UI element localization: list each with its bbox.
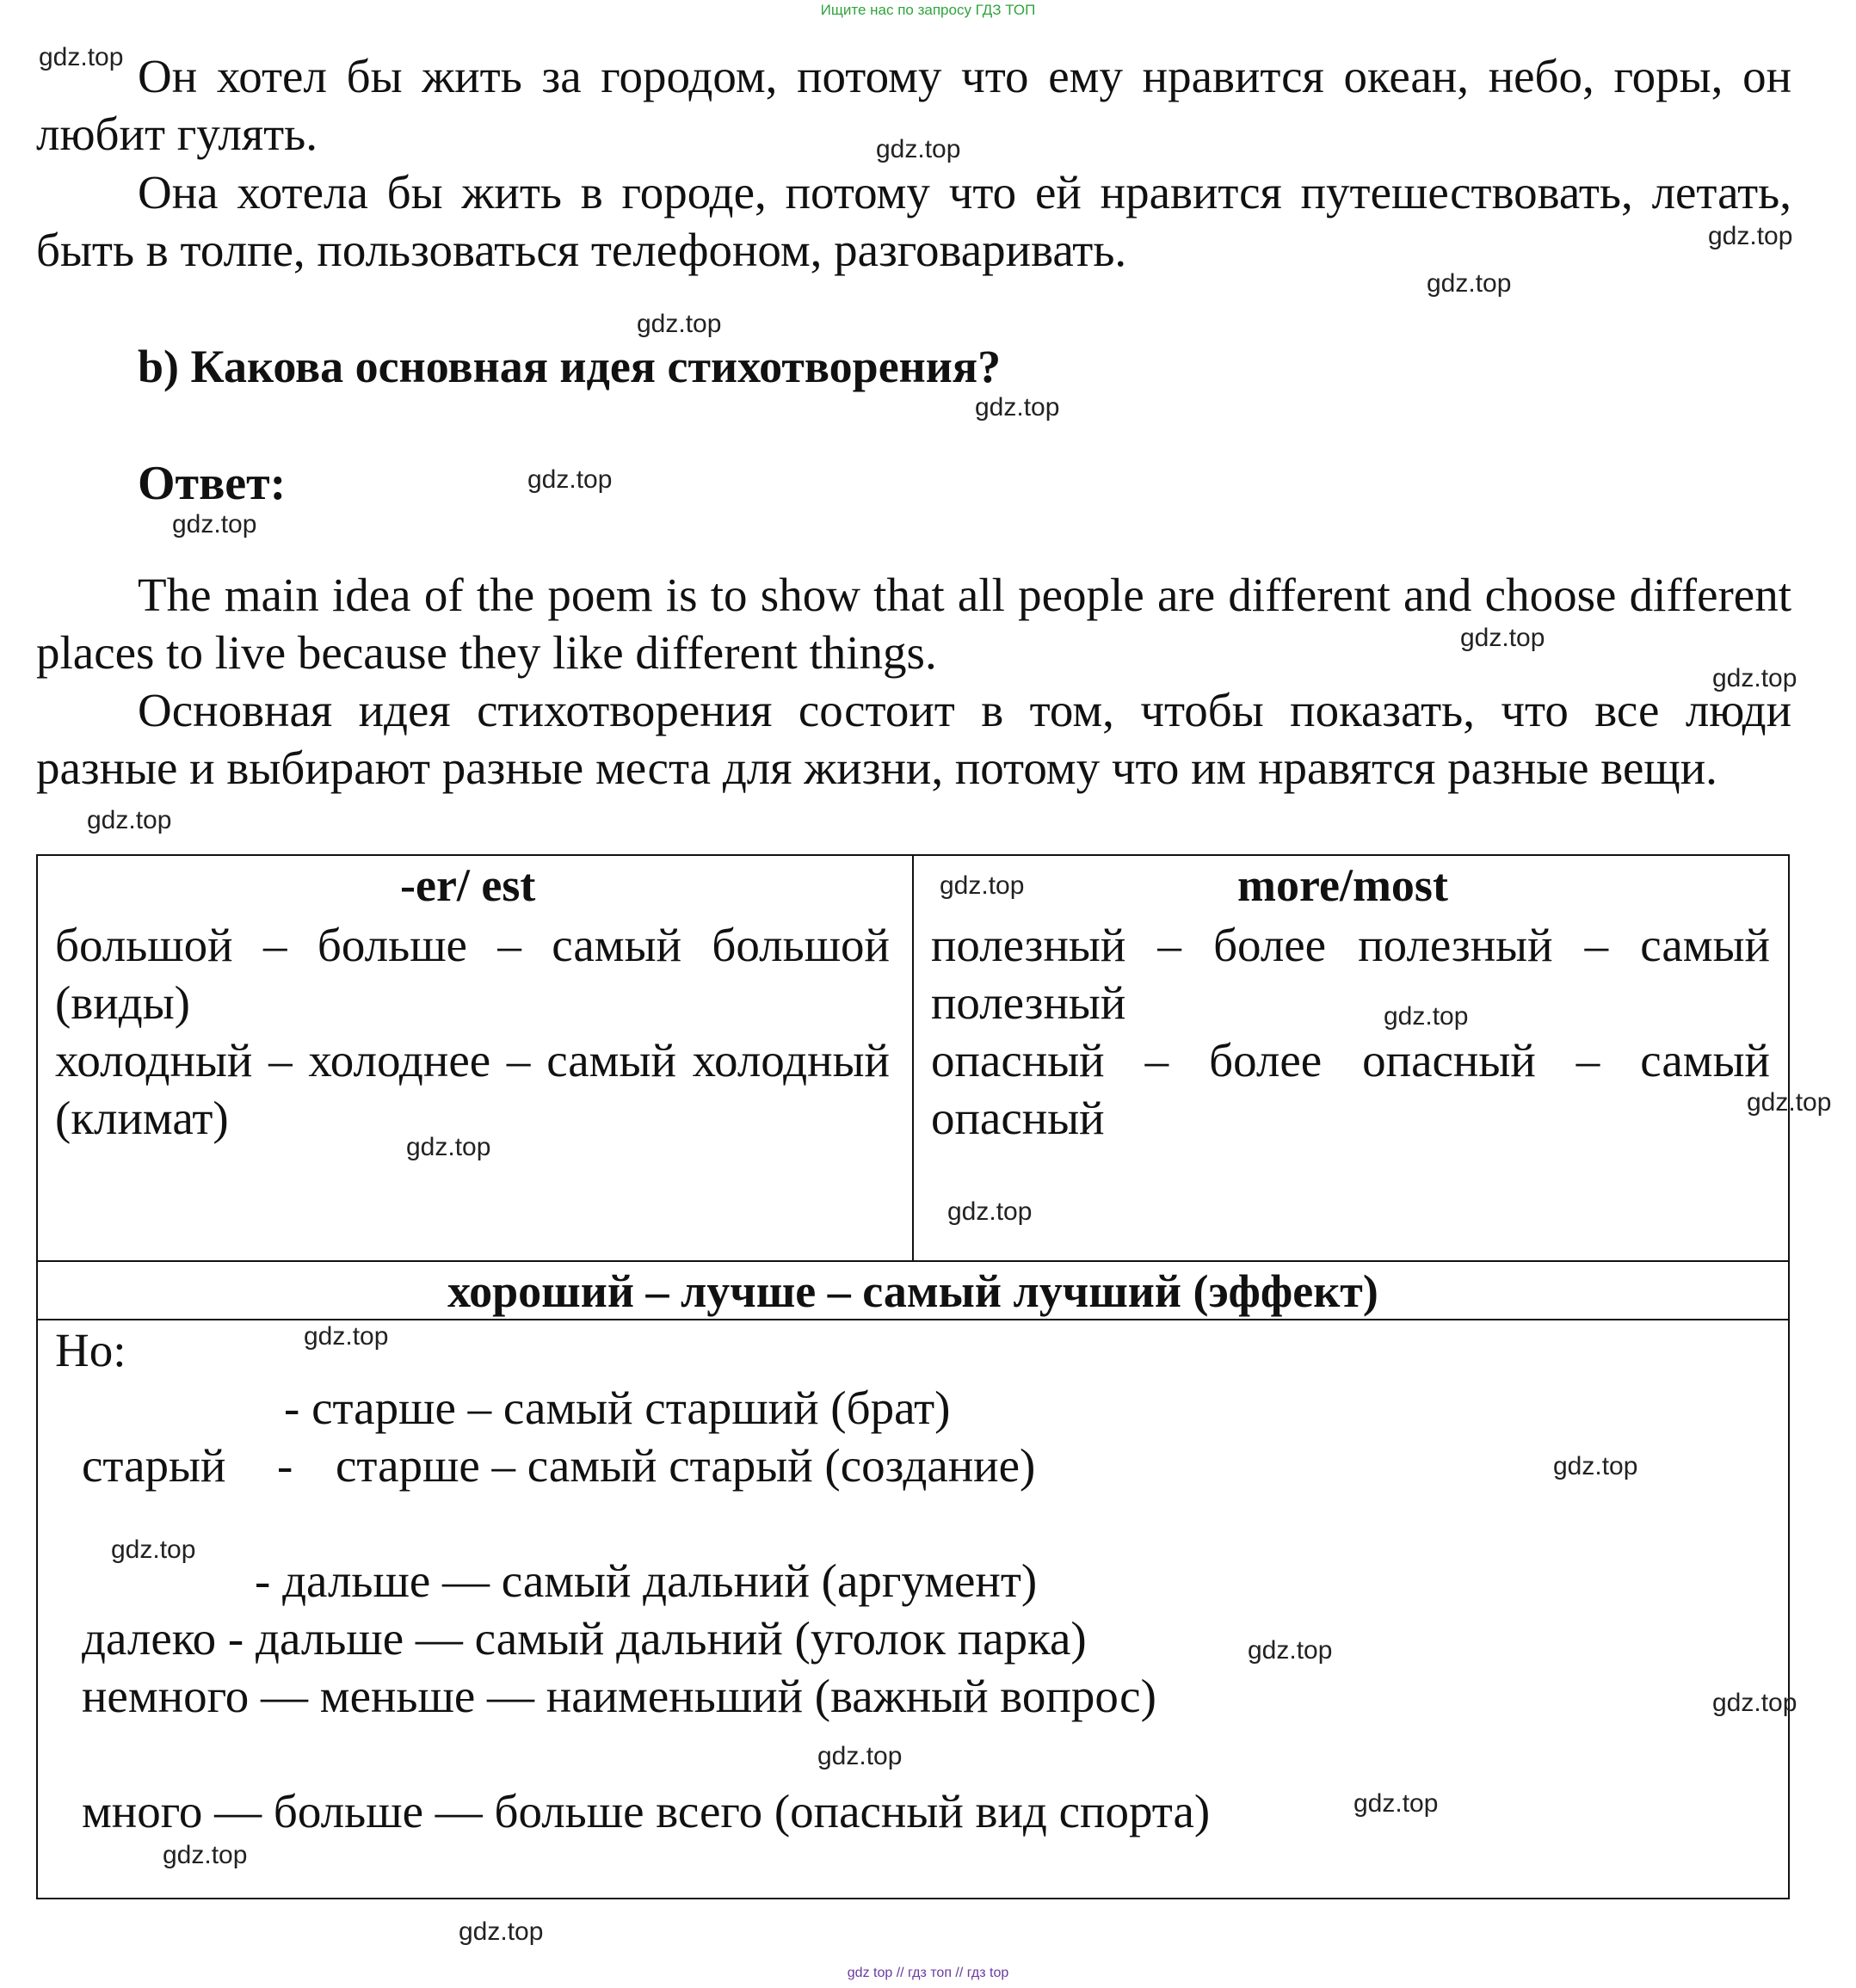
question-heading: b) Какова основная идея стихотворения? (138, 341, 1002, 392)
table-left-header: -er/ est (400, 859, 536, 911)
old-older-line: старше – самый старый (создание) (336, 1439, 1036, 1492)
watermark: gdz.top (1384, 1002, 1469, 1031)
old-word: старый (82, 1439, 226, 1492)
footer-links: gdz top // гдз топ // гдз top (847, 1966, 1009, 1980)
far-further-line: - дальше — самый дальний (аргумент) (255, 1554, 1038, 1607)
watermark: gdz.top (940, 871, 1025, 900)
watermark: gdz.top (87, 806, 172, 834)
table-middle-row: хороший – лучше – самый лучший (эффект) (447, 1265, 1378, 1317)
table-right-line-2: опасный – более опасный – самый опасный (931, 1034, 1770, 1144)
watermark: gdz.top (527, 465, 613, 494)
paragraph-she-would-live: Она хотела бы жить в городе, потому что ей нравится путешествовать, летать, быть в толпе, пользоваться телефоном, разговаривать. (36, 166, 1791, 276)
watermark: gdz.top (1248, 1636, 1333, 1665)
table-row-divider-2 (36, 1319, 1790, 1320)
watermark: gdz.top (637, 310, 722, 338)
watermark: gdz.top (1427, 269, 1512, 298)
watermark: gdz.top (975, 393, 1060, 422)
paragraph-he-would-live: Он хотел бы жить за городом, потому что ему нравится океан, небо, горы, он любит гулять. (36, 50, 1791, 160)
watermark: gdz.top (39, 43, 124, 71)
much-more-line: много — больше — больше всего (опасный вид спорта) (82, 1785, 1211, 1837)
watermark: gdz.top (1460, 624, 1545, 652)
table-left-line-1: большой – больше – самый большой (виды) (55, 919, 890, 1029)
table-column-divider (912, 854, 914, 1261)
watermark: gdz.top (1553, 1452, 1638, 1480)
top-banner: Ищите нас по запросу ГДЗ ТОП (820, 2, 1036, 18)
watermark: gdz.top (172, 510, 257, 539)
watermark: gdz.top (304, 1322, 389, 1351)
table-row-divider-1 (36, 1260, 1790, 1262)
paragraph-main-idea-en: The main idea of the poem is to show that all people are different and choose different places to live because they like different things. (36, 569, 1791, 679)
old-dash: - (277, 1439, 293, 1492)
watermark: gdz.top (163, 1841, 248, 1869)
watermark: gdz.top (406, 1133, 491, 1161)
watermark: gdz.top (1747, 1088, 1832, 1117)
little-less-line: немного — меньше — наименьший (важный вопрос) (82, 1670, 1156, 1722)
watermark: gdz.top (111, 1536, 196, 1564)
table-right-line-1: полезный – более полезный – самый полезный (931, 919, 1770, 1029)
watermark: gdz.top (1353, 1789, 1439, 1818)
old-elder-line: - старше – самый старший (брат) (284, 1382, 951, 1434)
far-farther-line: далеко - дальше — самый дальний (уголок парка) (82, 1612, 1087, 1665)
watermark: gdz.top (1712, 1689, 1797, 1717)
answer-label: Ответ: (138, 457, 287, 510)
table-left-line-2: холодный – холоднее – самый холодный (климат) (55, 1034, 890, 1144)
watermark: gdz.top (459, 1917, 544, 1946)
watermark: gdz.top (817, 1742, 903, 1770)
table-right-header: more/most (1237, 859, 1448, 911)
watermark: gdz.top (1712, 664, 1797, 692)
watermark: gdz.top (1708, 222, 1793, 250)
paragraph-main-idea-ru: Основная идея стихотворения состоит в том, чтобы показать, что все люди разные и выбирают разные места для жизни, потому что им нравятся разные вещи. (36, 684, 1791, 794)
watermark: gdz.top (876, 135, 961, 163)
watermark: gdz.top (947, 1197, 1033, 1226)
but-label: Но: (55, 1324, 126, 1376)
